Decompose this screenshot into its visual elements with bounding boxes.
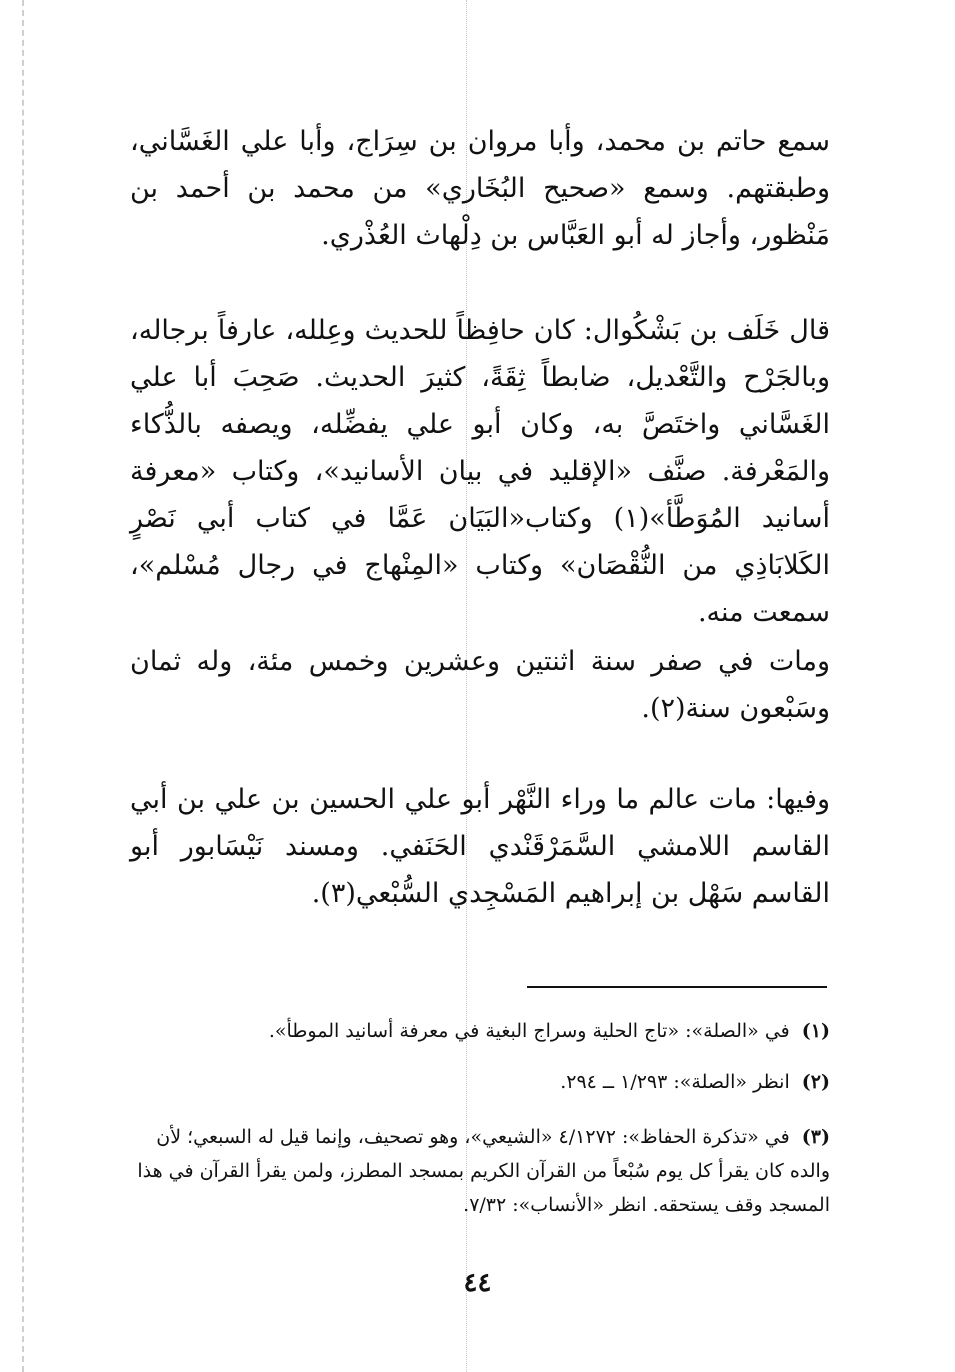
paragraph-1: سمع حاتم بن محمد، وأبا مروان بن سِرَاج، وأبا علي الغَسَّاني، وطبقتهم. وسمع «صحيح البُخَاري» من محمد بن أحمد بن مَنْظور، وأجاز له أبو العَبَّاس بن دِلْهاث العُذْري. — [130, 126, 830, 251]
footnote-1-number: (١) — [801, 1020, 830, 1042]
scan-edge-line — [22, 0, 24, 1372]
footnote-3-text: في «تذكرة الحفاظ»: ٤/١٢٧٢ «الشيعي»، وهو تصحيف، وإنما قيل له السبعي؛ لأن والده كان يقرأ كل يوم سُبْعاً من القرآن الكريم بمسجد المطرز، ولمن يقرأ القرآن في هذا المسجد وقف يستحقه. انظر «الأنساب»: ٧/٣٢. — [137, 1126, 830, 1216]
footnote-2-number: (٢) — [801, 1071, 830, 1093]
paragraph-3: ومات في صفر سنة اثنتين وعشرين وخمس مئة، وله ثمان وسَبْعون سنة(٢). — [130, 646, 830, 724]
footnote-2-text: انظر «الصلة»: ١/٢٩٣ ــ ٢٩٤. — [560, 1071, 790, 1093]
footnote-1 — [130, 1014, 830, 1048]
paragraph-2: قال خَلَف بن بَشْكُوال: كان حافِظاً للحديث وعِلله، عارفاً برجاله، وبالجَرْح والتَّعْديل، ضابطاً ثِقَةً، كثيرَ الحديث. صَحِبَ أبا علي الغَسَّاني واختَصَّ به، وكان أبو علي يفضِّله، ويصفه بالذُّكاء والمَعْرفة. صنَّف «الإقليد في بيان الأسانيد»، وكتاب «معرفة أسانيد المُوَطَّأ»(١) وكتاب«البَيَان عَمَّا في كتاب أبي نَصْرٍ الكَلابَاذِي من النُّقْصَان» وكتاب «المِنْهاج في رجال مُسْلم»، سمعت منه. — [130, 315, 830, 628]
paragraph-4: وفيها: مات عالم ما وراء النَّهْر أبو علي الحسين بن علي بن أبي القاسم اللامشي السَّمَرْقَنْدي الحَنَفي. ومسند نَيْسَابور أبو القاسم سَهْل بن إبراهيم المَسْجِدي السُّبْعي(٣). — [130, 784, 830, 909]
footnote-3-number: (٣) — [801, 1126, 830, 1148]
footnote-3 — [130, 1120, 830, 1222]
footnote-2 — [130, 1065, 830, 1099]
footnote-1-text: في «الصلة»: «تاج الحلية وسراج البغية في معرفة أسانيد الموطأ». — [268, 1020, 790, 1042]
page-number: ٤٤ — [463, 1268, 492, 1298]
footnote-separator — [527, 986, 827, 988]
